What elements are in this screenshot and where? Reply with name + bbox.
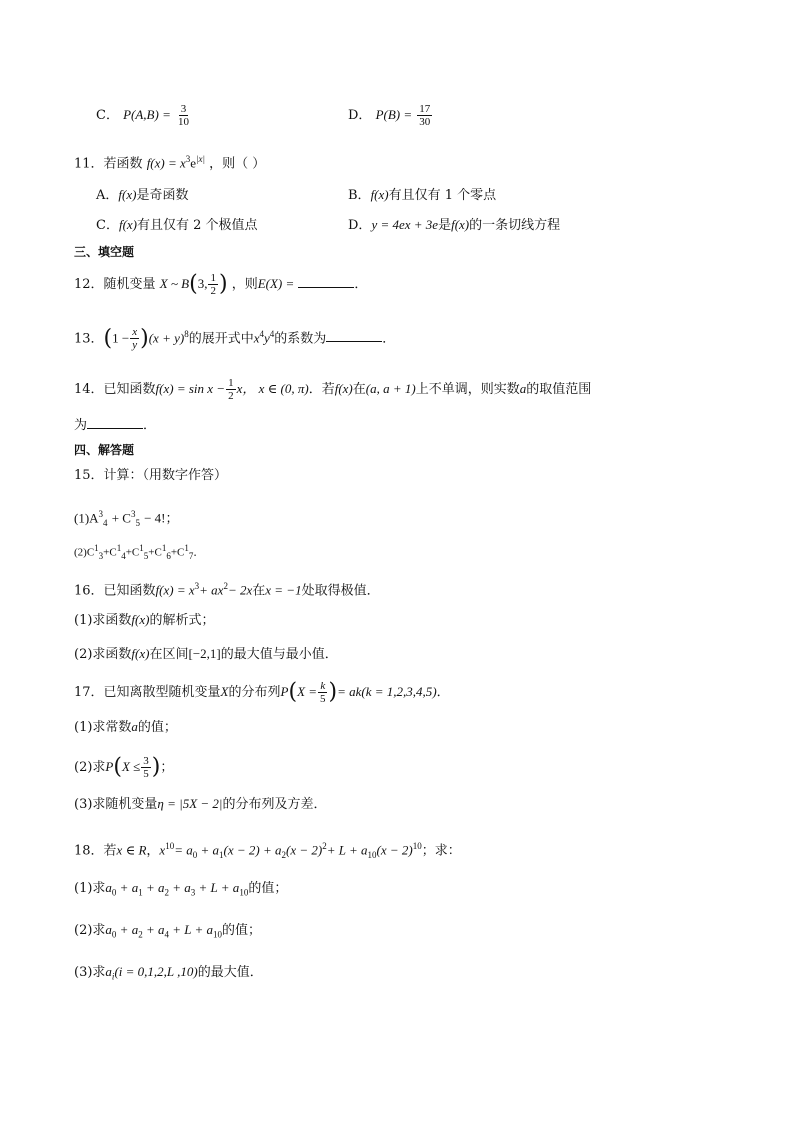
math-expr: + a — [168, 880, 191, 895]
math-expr: + a — [116, 922, 139, 937]
exponent: 10 — [165, 841, 175, 851]
math-expr: + L + a — [168, 922, 214, 937]
frac-num: 17 — [419, 103, 431, 115]
q11-option-b — [348, 186, 496, 205]
stem-text: ，则 — [231, 277, 258, 292]
fraction — [141, 755, 151, 780]
stem-text: (3)求 — [74, 965, 106, 980]
math-expr: X ~ B — [159, 276, 190, 291]
left-paren: ( — [103, 325, 113, 351]
math-expr: (2)C — [74, 546, 95, 559]
subscript: 10 — [213, 929, 223, 940]
answer-blank[interactable] — [326, 329, 382, 342]
math-expr: + a — [116, 880, 139, 895]
q18-part1 — [74, 879, 287, 902]
math-expr: a — [131, 719, 138, 734]
exponent: 2 — [322, 841, 327, 851]
math-expr: f(x) — [131, 612, 150, 627]
q11-option-c — [96, 216, 258, 235]
q11-stem — [74, 150, 265, 173]
math-expr: x = −1 — [265, 582, 302, 598]
math-expr: x — [159, 842, 166, 858]
frac-den: 2 — [210, 285, 216, 297]
math-expr: + a — [197, 842, 219, 858]
right-paren: ) — [151, 754, 161, 780]
subscript: 0 — [111, 887, 117, 898]
frac-den: 10 — [178, 116, 189, 128]
math-expr: f(x) — [131, 646, 150, 661]
option-label: C． — [96, 218, 119, 233]
math-expr: X — [220, 684, 229, 699]
q16-part2 — [74, 645, 338, 664]
math-expr: [−2,1] — [188, 646, 221, 661]
q15-part1 — [74, 505, 179, 532]
subscript: 10 — [367, 849, 377, 860]
math-expr: η = |5X − 2| — [157, 796, 223, 811]
q18-part2 — [74, 921, 261, 944]
math-expr: + L + a — [326, 842, 368, 858]
left-paren: ( — [288, 679, 298, 705]
section-heading-fill-blank: 三、填空题 — [74, 245, 135, 259]
q10-option-c — [96, 103, 192, 128]
math-expr: P — [105, 759, 114, 774]
stem-text: (1)求常数 — [74, 720, 132, 735]
paren-close: ) — [432, 684, 437, 699]
frac-num: 3 — [180, 103, 187, 115]
subscript: 7 — [188, 550, 194, 561]
stem-text: 12．随机变量 — [74, 277, 156, 292]
left-paren: ( — [189, 271, 198, 297]
exponent: 4 — [269, 329, 275, 339]
stem-text: ． — [382, 331, 396, 347]
stem-text: 的分布列 — [228, 685, 281, 700]
stem-text: 13． — [74, 331, 104, 347]
q16-stem — [74, 577, 380, 600]
stem-text: ， — [146, 843, 160, 859]
math-expr: a — [519, 381, 527, 396]
section-heading-solve: 四、解答题 — [74, 443, 135, 457]
stem-text: 在 — [252, 583, 266, 599]
stem-text: (2)求 — [74, 760, 106, 775]
subscript: 5 — [135, 517, 140, 528]
subscript: 3 — [98, 550, 104, 561]
math-expr: k = 1,2,3,4,5 — [365, 684, 433, 699]
math-expr: f(x) — [118, 217, 137, 232]
exponent: 4 — [259, 329, 264, 339]
stem-text: ． — [143, 418, 157, 433]
option-label: A． — [96, 188, 119, 203]
exponent: 1 — [184, 543, 189, 553]
q14-stem — [74, 377, 591, 402]
option-text: 是奇函数 — [136, 188, 189, 203]
math-expr: (x − 2) — [285, 842, 323, 858]
option-label: D． — [348, 218, 372, 233]
stem-text: ． — [354, 277, 368, 292]
left-paren: ( — [113, 754, 122, 780]
stem-text: 的系数为 — [274, 331, 327, 347]
exponent: 10 — [412, 841, 422, 851]
stem-text: ． — [436, 685, 450, 700]
stem-text: (1)求函数 — [74, 613, 132, 628]
math-expr: +C — [103, 546, 117, 559]
stem-text: 11．若函数 — [74, 156, 143, 172]
right-paren: ) — [218, 271, 228, 297]
subscript: 6 — [166, 550, 171, 561]
subscript: 2 — [281, 849, 286, 860]
subscript: 4 — [121, 550, 126, 561]
exponent: 1 — [94, 543, 99, 553]
math-expr: E(X) = — [257, 276, 295, 291]
q16-part1 — [74, 611, 214, 630]
q15-stem: 15．计算：（用数字作答） — [74, 468, 228, 483]
math-expr: y — [264, 330, 270, 346]
option-label: D． — [348, 108, 372, 123]
fraction — [226, 377, 236, 402]
exponent: 3 — [185, 154, 191, 164]
fraction — [417, 103, 432, 128]
q17-part3 — [74, 795, 327, 814]
frac-num: 1 — [228, 377, 234, 389]
subscript: 1 — [219, 849, 224, 860]
q18-stem — [74, 837, 461, 864]
math-expr: (i = 0,1,2,L ,10) — [114, 964, 198, 979]
frac-den: 5 — [320, 693, 326, 705]
stem-text: ．若 — [308, 382, 335, 397]
math-expr: y = 4ex + 3e — [371, 217, 439, 232]
q12-stem — [74, 272, 367, 297]
subscript: 2 — [138, 929, 143, 940]
answer-blank[interactable] — [298, 275, 354, 288]
math-expr: f(x) = sin x − — [155, 381, 226, 396]
stem-text: 处取得极值． — [301, 583, 380, 599]
q14-stem-line2 — [74, 416, 156, 435]
math-expr: x — [236, 381, 243, 396]
math-expr: X = — [297, 684, 318, 699]
option-text: 有且仅有 2 个极值点 — [137, 218, 258, 233]
math-expr: f(x) = x — [155, 582, 195, 598]
math-expr: + a — [142, 922, 165, 937]
math-expr: f(x) — [334, 381, 353, 396]
frac-den: y — [132, 339, 138, 352]
subscript: 4 — [164, 929, 169, 940]
math-expr: +C — [148, 546, 162, 559]
math-expr: f(x) — [370, 187, 389, 202]
stem-text: 17．已知离散型随机变量 — [74, 685, 221, 700]
math-expr: (x + y) — [148, 330, 185, 346]
fraction — [130, 326, 139, 351]
stem-text: ． — [193, 545, 205, 559]
frac-den: 2 — [228, 390, 234, 402]
subscript: 0 — [111, 929, 117, 940]
q17-part1 — [74, 718, 177, 737]
math-expr: = a — [174, 842, 193, 858]
math-expr: f(x) — [451, 217, 470, 232]
fraction — [318, 680, 328, 705]
fraction — [176, 103, 191, 128]
stem-text: 14．已知函数 — [74, 382, 156, 397]
q11-option-d — [348, 216, 560, 235]
stem-text: 的分布列及方差． — [222, 797, 327, 812]
subscript: 0 — [192, 849, 198, 860]
stem-text: ；求： — [421, 843, 461, 859]
math-expr: f(x) — [118, 187, 137, 202]
stem-text: 16．已知函数 — [74, 583, 156, 599]
subscript: 10 — [239, 887, 249, 898]
stem-text: 的最大值与最小值． — [220, 647, 338, 662]
option-label: C． — [96, 108, 119, 123]
subscript: 3 — [190, 887, 196, 898]
stem-text: (1)求 — [74, 881, 106, 896]
math-expr: x ∈ R — [116, 842, 147, 858]
stem-text: 的值； — [222, 923, 262, 938]
right-paren: ) — [328, 679, 338, 705]
exponent: 3 — [130, 509, 136, 519]
math-expr: − 2x — [227, 582, 253, 598]
exponent: 3 — [194, 581, 200, 591]
q17-stem — [74, 680, 450, 705]
q13-stem — [74, 325, 395, 351]
exponent: 2 — [223, 581, 228, 591]
stem-text: 上不单调，则实数 — [415, 382, 520, 397]
math-expr: P(B) = — [375, 107, 413, 122]
math-expr: +C — [125, 546, 140, 559]
frac-den: 30 — [419, 116, 431, 128]
stem-text: 的值； — [248, 881, 288, 896]
exponent: |x| — [196, 154, 206, 164]
math-expr: +C — [170, 546, 185, 559]
stem-text: ； — [160, 760, 174, 775]
math-expr: + ax — [199, 582, 224, 598]
math-expr: P — [280, 684, 289, 699]
q18-part3 — [74, 963, 263, 986]
q15-part2 — [74, 539, 204, 565]
math-expr: (1)A — [74, 510, 99, 526]
frac-num: 3 — [143, 755, 149, 767]
math-expr: a — [105, 922, 112, 937]
option-text: 有且仅有 1 个零点 — [388, 188, 497, 203]
subscript: 5 — [143, 550, 149, 561]
frac-num: x — [132, 326, 138, 339]
subscript: 4 — [103, 517, 108, 528]
stem-text: 的展开式中 — [188, 331, 254, 347]
answer-blank[interactable] — [87, 416, 143, 429]
stem-text: 的取值范围 — [526, 382, 592, 397]
stem-text: 18．若 — [74, 843, 117, 859]
math-expr: + L + a — [195, 880, 240, 895]
math-e: e — [190, 155, 197, 171]
math-expr: a — [105, 964, 112, 979]
stem-text: ，则（ ） — [209, 156, 266, 172]
exponent: 1 — [161, 543, 167, 553]
math-expr: − 4!； — [144, 510, 179, 526]
stem-text: 为 — [74, 418, 88, 433]
option-text: 是 — [438, 218, 452, 233]
stem-text: (3)求随机变量 — [74, 797, 158, 812]
math-expr: (x − 2) + a — [223, 842, 282, 858]
math-expr: P(A,B) = — [123, 107, 171, 122]
exponent: 8 — [184, 329, 189, 339]
stem-text: 的解析式； — [149, 613, 215, 628]
math-expr: ， x ∈ (0, π) — [242, 381, 309, 396]
exponent: 3 — [98, 509, 104, 519]
math-expr: (x − 2) — [376, 842, 413, 858]
q10-option-d — [348, 103, 433, 128]
frac-den: 5 — [143, 768, 149, 780]
stem-text: (2)求函数 — [74, 647, 132, 662]
fraction — [208, 272, 218, 297]
math-expr: = ak — [337, 684, 362, 699]
math-expr: x — [253, 330, 260, 346]
frac-num: k — [320, 680, 326, 692]
q17-part2 — [74, 755, 173, 780]
math-expr: + C — [111, 510, 131, 526]
stem-text: 的值； — [137, 720, 177, 735]
subscript: i — [111, 971, 115, 982]
exponent: 1 — [139, 543, 144, 553]
math-expr: 3, — [197, 276, 208, 291]
math-expr: f(x) = x — [146, 155, 186, 171]
math-expr: X ≤ — [121, 759, 141, 774]
right-paren: ) — [140, 325, 149, 351]
math-expr: (a, a + 1) — [365, 381, 416, 396]
frac-num: 1 — [210, 272, 216, 284]
math-expr: 1 − — [112, 330, 130, 346]
paren-open: ( — [361, 684, 366, 699]
stem-text: 的最大值． — [197, 965, 263, 980]
option-label: B． — [348, 188, 371, 203]
subscript: 2 — [164, 887, 169, 898]
q11-option-a — [96, 186, 188, 205]
subscript: 1 — [138, 887, 143, 898]
stem-text: 在 — [352, 382, 366, 397]
stem-text: (2)求 — [74, 923, 106, 938]
math-expr: a — [105, 880, 112, 895]
exponent: 1 — [116, 543, 122, 553]
option-text: 的一条切线方程 — [469, 218, 561, 233]
math-expr: + a — [142, 880, 165, 895]
stem-text: 在区间 — [149, 647, 189, 662]
